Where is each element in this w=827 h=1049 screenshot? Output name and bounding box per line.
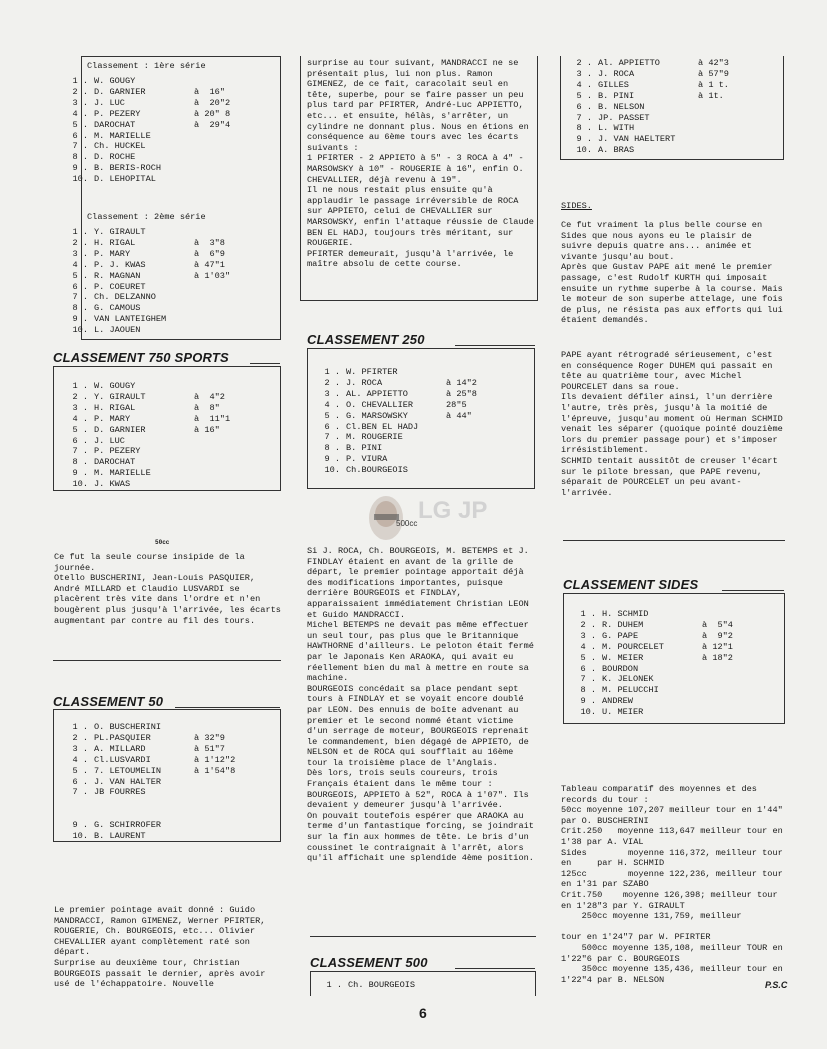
rider-name: A. BRAS [598, 145, 635, 156]
rider-name: Ch. HUCKEL [94, 141, 146, 152]
ranking-row [570, 642, 733, 653]
ranking-row [566, 80, 729, 91]
ranking-row [566, 134, 729, 145]
gap-time: à 11"1 [194, 413, 231, 424]
rider-name: D. GARNIER [94, 86, 146, 97]
gap-time: à 4"2 [194, 391, 225, 402]
rider-name: Y. GIRAULT [94, 227, 146, 237]
c50-list [62, 722, 235, 842]
rider-name: GILLES [598, 79, 629, 90]
rider-name: A. MILLARD [94, 743, 146, 754]
rank-position: 6 . [72, 776, 88, 787]
gap-time: à 1'03" [194, 270, 231, 281]
rider-name: VAN LANTEIGHEM [94, 314, 167, 325]
ranking-row [62, 249, 230, 260]
ranking-row [566, 145, 729, 156]
rider-name: W. GOUGY [94, 76, 136, 86]
c50-top-rule [53, 660, 281, 661]
c50-heading: CLASSEMENT 50 [53, 694, 164, 709]
ranking-row [566, 58, 729, 69]
rank-position: 6 . [580, 663, 596, 674]
rank-position: 5 . [72, 119, 88, 130]
sides-text-1: Ce fut vraiment la plus belle course en Sides que nous ayons eu le plaisir de suivre depuis quatre ans... animée et vivante jusqu'au bout. Après que Gustav PAPE ait mené le premier passage, c'est Rudolf KURTH qui imposait ensuite un rythme superbe à la course. Mais le moteur de son superbe attelage, une fois de plus, ne résista pas aux efforts qui lui étaient demandés. [561, 220, 783, 326]
rider-name: AL. APPIETTO [346, 388, 408, 399]
rank-position: 3 . [580, 630, 596, 641]
rank-position: 9 . [72, 163, 88, 174]
gap-time: à 1t. [698, 90, 724, 101]
rider-name: DAROCHAT [94, 457, 136, 468]
rider-name: B. BERIS-ROCH [94, 163, 162, 174]
rider-name: BOURDON [602, 663, 639, 674]
ranking-row [62, 722, 235, 733]
rank-position: 6 . [576, 101, 592, 112]
ranking-row [314, 432, 477, 443]
ranking-row [62, 238, 230, 249]
rank-position: 1 . [72, 722, 88, 732]
rank-position: 7 . [72, 292, 88, 303]
ranking-row [316, 980, 448, 991]
rank-position: 4 . [72, 259, 88, 270]
rank-position: 10. [324, 465, 340, 476]
c750-rule [250, 363, 280, 364]
gap-time: à 20"2 [194, 97, 231, 108]
ranking-row [62, 87, 230, 98]
ranking-row [62, 468, 230, 479]
rider-name: ANDREW [602, 696, 633, 707]
rank-position: 6 . [72, 281, 88, 292]
ranking-row [62, 141, 230, 152]
ranking-row [62, 787, 235, 798]
rank-position: 1 . [580, 609, 596, 619]
rider-name: B. PINI [598, 90, 635, 101]
rider-name: D. ROCHE [94, 152, 136, 163]
c50-rule [175, 707, 280, 708]
ranking-row [62, 831, 235, 842]
rank-position: 8 . [72, 303, 88, 314]
ranking-row [314, 465, 477, 476]
fifty-text: Ce fut la seule course insipide de la journée. Otello BUSCHERINI, Jean-Louis PASQUIER, André MILLARD et Claudio LUSVARDI se placèrent très vite dans l'ordre et n'en bougèrent plus jusqu'à l'arrivée, les écarts augmentant par contre au fil des tours. [54, 552, 281, 626]
rank-position: 8 . [324, 443, 340, 454]
rider-name: P. PEZERY [94, 446, 141, 457]
rider-name: P. VIURA [346, 454, 388, 465]
rider-name: G. SCHIRROFER [94, 820, 162, 831]
ranking-row [566, 69, 729, 80]
ranking-row [62, 131, 230, 142]
rank-position: 9 . [72, 468, 88, 479]
rider-name: W. GOUGY [94, 381, 136, 391]
ranking-row [62, 733, 235, 744]
rank-position: 2 . [576, 58, 592, 68]
gap-time: à 1'54"8 [194, 765, 236, 776]
rank-position: 8 . [72, 457, 88, 468]
rider-name: W. PFIRTER [346, 367, 398, 377]
rank-position: 2 . [324, 377, 340, 388]
ranking-row [566, 102, 729, 113]
rank-position: 4 . [72, 108, 88, 119]
rider-name: P. MARY [94, 248, 131, 259]
gap-time: à 14"2 [446, 377, 477, 388]
col2-top-text: surprise au tour suivant, MANDRACCI ne se présentait plus, lui non plus. Ramon GIMENEZ, de ce fait, caracolait seul en tête, superbe, pour se faire passer un peu plus tard par PFIRTER, André-Luc APPIETTO, etc... et ensuite, hélàs, s'arrêter, un cylindre ne donnant plus. Nous en étions en conséquence au 6ème tours avec les écarts suivants : 1 PFIRTER - 2 APPIETO à 5" - 3 ROCA à 4" - MARSOWSKY à 10" - ROUGERIE à 16", enfin O. CHEVALLIER, déjà revenu à 19". Il ne nous restait plus ensuite qu'à applaudir le passage irréversible de ROCA sur APPIETO, celui de CHEVALLIER sur MARSOWSKY, enfin l'attaque réussie de Claude BEN EL HADJ, toujours très méritant, sur ROUGERIE. PFIRTER demeurait, jusqu'à l'arrivée, le maître absolu de cette course. [307, 58, 534, 270]
gap-time: à 44" [446, 410, 472, 421]
rider-name: M. MARIELLE [94, 130, 151, 141]
gap-time: à 57"9 [698, 68, 729, 79]
ranking-row [570, 685, 733, 696]
gap-time: à 1 t. [698, 79, 729, 90]
c750-list [62, 381, 230, 490]
ranking-row [62, 457, 230, 468]
ranking-row [570, 653, 733, 664]
gap-time: à 32"9 [194, 732, 225, 743]
ranking-row [62, 381, 230, 392]
col3-top-list [566, 58, 729, 156]
fifty-label: 50cc [155, 539, 170, 546]
rank-position: 7 . [72, 141, 88, 152]
serie2-list [62, 227, 230, 336]
rank-position: 10. [72, 325, 88, 336]
c500-rule [455, 968, 535, 969]
rider-name: D. LEHOPITAL [94, 174, 156, 185]
rank-position: 7 . [580, 674, 596, 685]
rank-position: 7 . [72, 787, 88, 798]
rank-position: 8 . [576, 123, 592, 134]
rank-position: 8 . [580, 685, 596, 696]
ranking-row [62, 303, 230, 314]
c750-heading: CLASSEMENT 750 SPORTS [53, 350, 229, 365]
rank-position: 7 . [72, 446, 88, 457]
gap-time: à 42"3 [698, 58, 729, 68]
rider-name: Ch. BOURGEOIS [348, 980, 416, 990]
rider-name: JP. PASSET [598, 112, 650, 123]
rider-name: J. VAN HALTER [94, 776, 162, 787]
ranking-row [62, 479, 230, 490]
gap-time: à 6"9 [194, 248, 225, 259]
rank-position: 3 . [72, 743, 88, 754]
rank-position: 9 . [324, 454, 340, 465]
rank-position: 3 . [324, 388, 340, 399]
rider-name: P. PEZERY [94, 108, 141, 119]
gap-time: à 25"8 [446, 388, 477, 399]
ranking-row [62, 798, 235, 809]
rider-name: O. BUSCHERINI [94, 722, 162, 732]
ranking-row [570, 707, 733, 718]
ranking-row [62, 777, 235, 788]
ranking-row [62, 425, 230, 436]
rider-name: W. MEIER [602, 652, 644, 663]
sides-title: SIDES. [561, 201, 592, 211]
rider-name: PL.PASQUIER [94, 732, 151, 743]
rank-position: 3 . [72, 402, 88, 413]
rank-position: 5 . [580, 652, 596, 663]
rank-position: 6 . [72, 435, 88, 446]
rider-name: P. MARY [94, 413, 131, 424]
rider-name: B. NELSON [598, 101, 645, 112]
rider-name: M. ROUGERIE [346, 432, 403, 443]
rank-position: 4 . [324, 399, 340, 410]
ranking-row [62, 227, 230, 238]
gap-time: à 47"1 [194, 259, 225, 270]
ranking-row [62, 120, 230, 131]
rank-position: 7 . [324, 432, 340, 443]
rider-name: M. PELUCCHI [602, 685, 659, 696]
ranking-row [570, 674, 733, 685]
ranking-row [62, 392, 230, 403]
rank-position: 10. [72, 174, 88, 185]
ranking-row [62, 436, 230, 447]
ranking-row [62, 755, 235, 766]
rider-name: Al. APPIETTO [598, 58, 660, 68]
rider-name: J. LUC [94, 97, 125, 108]
rider-name: H. SCHMID [602, 609, 649, 619]
col2-mid-text: Si J. ROCA, Ch. BOURGEOIS, M. BETEMPS et J. FINDLAY étaient en avant de la grille de départ, le premier pointage apportait déjà des modifications importantes, puisque derrière BOURGEOIS et FINDLAY, apparaissaient immédiatement Christian LEON et Guido MANDRACCI. Michel BETEMPS ne devait pas même effectuer un seul tour, pas plus que le Britannique HAWTHORNE d'ailleurs. Le peloton était fermé par le Japonais Ken ARAOKA, qui avait eu réellement bien du mal à mettre en route sa machine. BOURGEOIS concédait sa place pendant sept tours à FINDLAY et se voyait encore doublé par LEON. Des ennuis de boîte advenant au premier et le second nommé étant victime d'un serrage de moteur, BOURGEOIS reprenait le commandement, bien dégagé de APPIETO, de NELSON et de ROCA qui soufflait au 16ème tour la troisième place de l'Anglais. Dès lors, trois seuls coureurs, trois Français étaient dans le même tour : BOURGEOIS, APPIETO à 52", ROCA à 1'07". Ils devaient y demeurer jusqu'à l'arrivée. On pouvait toutefois espérer que ARAOKA au terme d'un fantastique forcing, se joindrait sur la fin aux hommes de tête. Le bris d'un coussinet le contraignait à l'arrêt, alors qu'il affichait une splendide 4ème position. [307, 546, 534, 864]
page-number: 6 [419, 1005, 427, 1021]
c500-top-rule [310, 936, 536, 937]
ranking-row [62, 152, 230, 163]
rank-position: 9 . [576, 134, 592, 145]
c500-list [316, 980, 448, 991]
c250-heading: CLASSEMENT 250 [307, 332, 425, 347]
c500-heading: CLASSEMENT 500 [310, 955, 428, 970]
gap-time: à 9"2 [702, 630, 733, 641]
rank-position: 1 . [326, 980, 342, 990]
rank-position: 2 . [72, 391, 88, 402]
rank-position: 1 . [72, 381, 88, 391]
rank-position: 1 . [324, 367, 340, 377]
ranking-row [62, 403, 230, 414]
gap-time: à 16" [194, 424, 220, 435]
rank-position: 5 . [72, 424, 88, 435]
rider-name: Y. GIRAULT [94, 391, 146, 402]
ranking-row [62, 76, 230, 87]
rider-name: DAROCHAT [94, 119, 136, 130]
rider-name: M. POURCELET [602, 641, 664, 652]
rank-position: 3 . [72, 97, 88, 108]
ranking-row [62, 292, 230, 303]
gap-time: à 18"2 [702, 652, 733, 663]
rank-position: 3 . [72, 248, 88, 259]
rider-name: J. VAN HAELTERT [598, 134, 676, 145]
rider-name: U. MEIER [602, 707, 644, 718]
rider-name: Cl.LUSVARDI [94, 754, 151, 765]
serie2-title: Classement : 2ème série [87, 212, 206, 222]
ranking-row [62, 271, 230, 282]
rider-name: J. LUC [94, 435, 125, 446]
rider-name: L. JAOUEN [94, 325, 141, 336]
rank-position: 4 . [72, 413, 88, 424]
rider-name: J. KWAS [94, 479, 131, 490]
rider-name: Cl.BEN EL HADJ [346, 421, 419, 432]
rider-name: 7. LETOUMELIN [94, 765, 162, 776]
rank-position: 10. [580, 707, 596, 718]
ranking-row [62, 260, 230, 271]
rider-name: R. MAGNAN [94, 270, 141, 281]
col1-bottom-text: Le premier pointage avait donné : Guido MANDRACCI, Ramon GIMENEZ, Werner PFIRTER, ROUGERIE, Ch. BOURGEOIS, etc... Olivier CHEVALLIER ayant complètement raté son départ. Surprise au deuxième tour, Christian BOURGEOIS passait le dernier, après avoir usé de l'échappatoire. Nouvelle [54, 905, 266, 990]
ranking-row [62, 109, 230, 120]
rider-name: R. DUHEM [602, 619, 644, 630]
ranking-row [314, 454, 477, 465]
ranking-row [62, 98, 230, 109]
ranking-row [314, 422, 477, 433]
rider-name: B. LAURENT [94, 831, 146, 842]
rank-position: 10. [72, 479, 88, 490]
rank-position: 5 . [576, 90, 592, 101]
rank-position: 4 . [72, 754, 88, 765]
csides-rule [722, 590, 784, 591]
records-text: Tableau comparatif des moyennes et des records du tour : 50cc moyenne 107,207 meilleur tour en 1'44" par O. BUSCHERINI Crit.250 moyenne 113,647 meilleur tour en 1'38 par A. VIAL Sides moyenne 116,372, meilleur tour en par H. SCHMID 125cc moyenne 122,236, meilleur tour en 1'31 par SZABO Crit.750 moyenne 126,398; meilleur tour en 1'28"3 par Y. GIRAULT 250cc moyenne 131,759, meilleur tour en 1'24"7 par W. PFIRTER 500cc moyenne 135,108, meilleur TOUR en 1'22"6 par C. BOURGEOIS 350cc moyenne 135,436, meilleur tour en 1'22"4 par B. NELSON [561, 784, 783, 985]
rank-position: 2 . [580, 619, 596, 630]
ranking-row [62, 744, 235, 755]
ranking-row [566, 91, 729, 102]
rank-position: 2 . [72, 86, 88, 97]
ranking-row [62, 174, 230, 185]
rank-position: 2 . [72, 237, 88, 248]
rider-name: O. CHEVALLIER [346, 399, 414, 410]
rank-position: 1 . [72, 76, 88, 86]
ranking-row [62, 163, 230, 174]
rank-position: 9 . [72, 314, 88, 325]
rider-name: H. RIGAL [94, 237, 136, 248]
ranking-row [314, 400, 477, 411]
rider-name: Ch. DELZANNO [94, 292, 156, 303]
ranking-row [570, 609, 733, 620]
rider-name: J. ROCA [598, 68, 635, 79]
serie1-title: Classement : 1ère série [87, 61, 206, 71]
ranking-row [314, 443, 477, 454]
ranking-row [62, 820, 235, 831]
csides-top-rule [563, 540, 785, 541]
rank-position: 5 . [324, 410, 340, 421]
gap-time: à 1'12"2 [194, 754, 236, 765]
rank-position: 5 . [72, 765, 88, 776]
rank-position: 5 . [72, 270, 88, 281]
ranking-row [62, 809, 235, 820]
ranking-row [62, 314, 230, 325]
ranking-row [62, 766, 235, 777]
gap-time: à 20" 8 [194, 108, 231, 119]
gap-time: 28"5 [446, 399, 467, 410]
logo-letters: LG JP [418, 497, 488, 524]
ranking-row [62, 325, 230, 336]
rank-position: 10. [72, 831, 88, 842]
ranking-row [570, 620, 733, 631]
gap-time: à 16" [194, 86, 225, 97]
c250-list [314, 367, 477, 476]
ranking-row [566, 113, 729, 124]
ranking-row [566, 123, 729, 134]
gap-time: à 3"8 [194, 237, 225, 248]
rank-position: 8 . [72, 152, 88, 163]
rider-name: K. JELONEK [602, 674, 654, 685]
gap-time: à 12"1 [702, 641, 733, 652]
csides-heading: CLASSEMENT SIDES [563, 577, 699, 592]
rank-position: 4 . [576, 79, 592, 90]
csides-list [570, 609, 733, 718]
ranking-row [62, 414, 230, 425]
rank-position: 2 . [72, 732, 88, 743]
rank-position: 1 . [72, 227, 88, 237]
rank-position: 9 . [72, 820, 88, 831]
rank-position: 6 . [324, 421, 340, 432]
rank-position: 3 . [576, 68, 592, 79]
sides-text-2: PAPE ayant rétrogradé sérieusement, c'est en conséquence Roger DUHEM qui passait en tête au quatrième tour, avec Michel POURCELET dans sa roue. Ils devaient défiler ainsi, l'un derrière l'autre, très près, jusqu'à la moitié de l'épreuve, jusqu'au moment où Herman SCHMID venait les séparer (quoique pointé douzième lors du premier passage pour) et s'imposer irrésistiblement. SCHMID tentait aussitôt de creuser l'écart sur le pilote bressan, que PAPE revenu, séparait de POURCELET un peu avant-l'arrivée. [561, 350, 783, 498]
logo-image [362, 488, 488, 552]
logo-tag: 500cc [396, 519, 418, 528]
rider-name: L. WITH [598, 123, 635, 134]
rider-name: JB FOURRES [94, 787, 146, 798]
ranking-row [570, 631, 733, 642]
rider-name: G. PAPE [602, 630, 639, 641]
rider-name: H. RIGAL [94, 402, 136, 413]
rider-name: G. CAMOUS [94, 303, 141, 314]
rider-name: P. COEURET [94, 281, 146, 292]
signature: P.S.C [765, 980, 788, 990]
rank-position: 7 . [576, 112, 592, 123]
ranking-row [314, 389, 477, 400]
ranking-row [314, 411, 477, 422]
ranking-row [62, 282, 230, 293]
c250-rule [455, 345, 535, 346]
ranking-row [314, 378, 477, 389]
ranking-row [314, 367, 477, 378]
gap-time: à 29"4 [194, 119, 231, 130]
ranking-row [570, 664, 733, 675]
rider-name: G. MARSOWSKY [346, 410, 408, 421]
gap-time: à 51"7 [194, 743, 225, 754]
rider-name: P. J. KWAS [94, 259, 146, 270]
serie1-list [62, 76, 230, 185]
rider-name: B. PINI [346, 443, 383, 454]
rank-position: 6 . [72, 130, 88, 141]
ranking-row [62, 446, 230, 457]
rider-name: D. GARNIER [94, 424, 146, 435]
rank-position: 9 . [580, 696, 596, 707]
rider-name: Ch.BOURGEOIS [346, 465, 408, 476]
rider-name: J. ROCA [346, 377, 383, 388]
gap-time: à 8" [194, 402, 220, 413]
gap-time: à 5"4 [702, 619, 733, 630]
ranking-row [570, 696, 733, 707]
rider-name: M. MARIELLE [94, 468, 151, 479]
rank-position: 10. [576, 145, 592, 156]
rank-position: 4 . [580, 641, 596, 652]
